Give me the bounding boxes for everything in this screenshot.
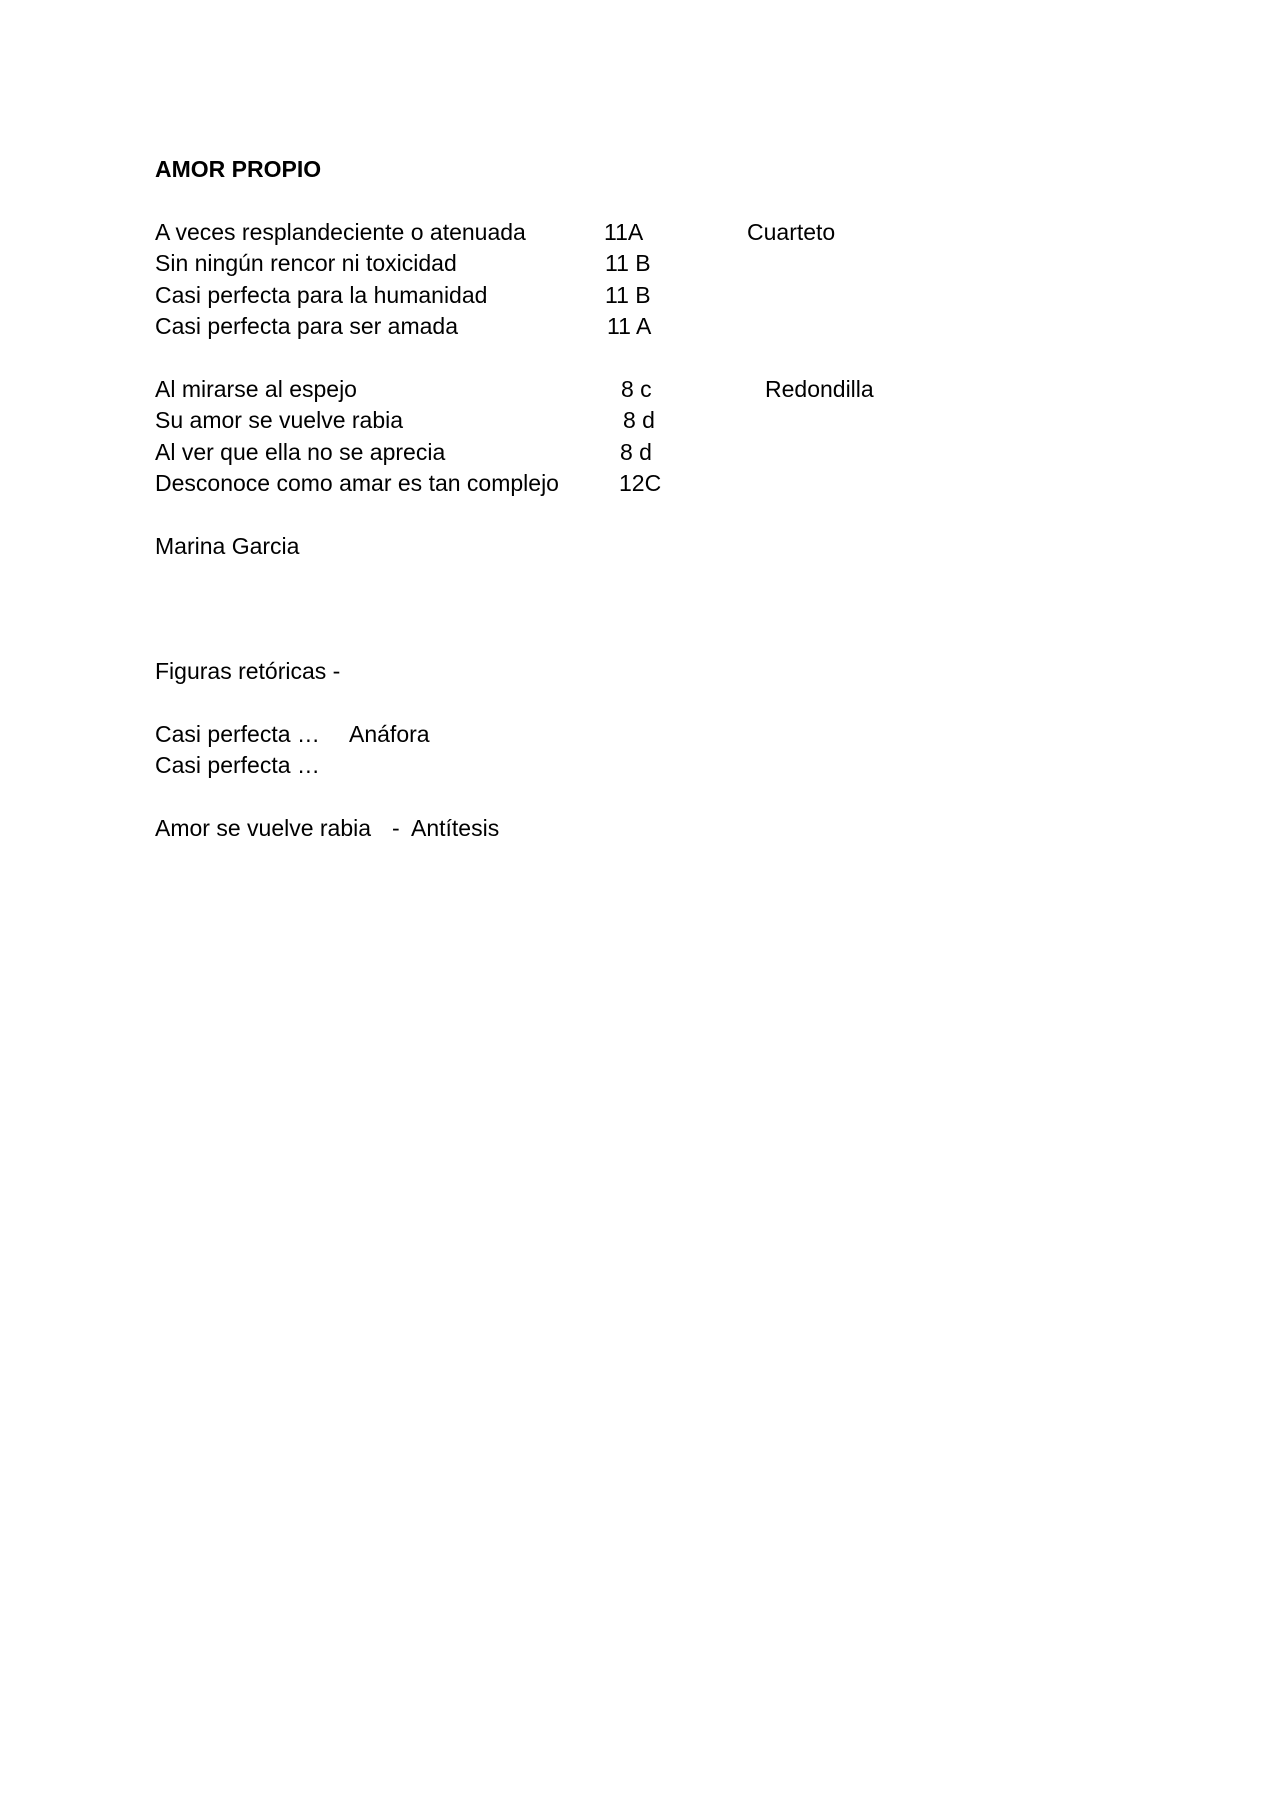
stanza2-meter-2: 8 d [623,407,655,433]
antithesis-separator: - [392,815,400,841]
stanza1-line-4: Casi perfecta para ser amada [155,313,458,339]
stanza2-meter-1: 8 c [621,376,652,402]
stanza2-meter-3: 8 d [620,439,652,465]
stanza1-meter-2: 11 B [605,250,651,276]
antithesis-text: Amor se vuelve rabia [155,815,372,841]
stanza1-line-1: A veces resplandeciente o atenuada [155,219,526,245]
stanza1-line-2: Sin ningún rencor ni toxicidad [155,250,457,276]
stanza1-meter-4: 11 A [607,313,652,339]
poem-title: AMOR PROPIO [155,156,322,182]
stanza2-line-1: Al mirarse al espejo [155,376,357,402]
anaphora-label: Anáfora [349,721,430,747]
author-name: Marina Garcia [155,533,300,559]
anaphora-line-1: Casi perfecta … [155,721,320,747]
antithesis-label: Antítesis [411,815,500,841]
stanza2-form: Redondilla [765,376,874,402]
figures-heading: Figuras retóricas - [155,658,341,684]
stanza1-line-3: Casi perfecta para la humanidad [155,282,488,308]
stanza1-meter-3: 11 B [605,282,651,308]
stanza1-meter-1: 11A [604,219,644,245]
stanza2-line-2: Su amor se vuelve rabia [155,407,404,433]
stanza2-line-4: Desconoce como amar es tan complejo [155,470,559,496]
stanza2-line-3: Al ver que ella no se aprecia [155,439,446,465]
stanza2-meter-4: 12C [619,470,662,496]
stanza1-form: Cuarteto [747,219,836,245]
anaphora-line-2: Casi perfecta … [155,752,320,778]
